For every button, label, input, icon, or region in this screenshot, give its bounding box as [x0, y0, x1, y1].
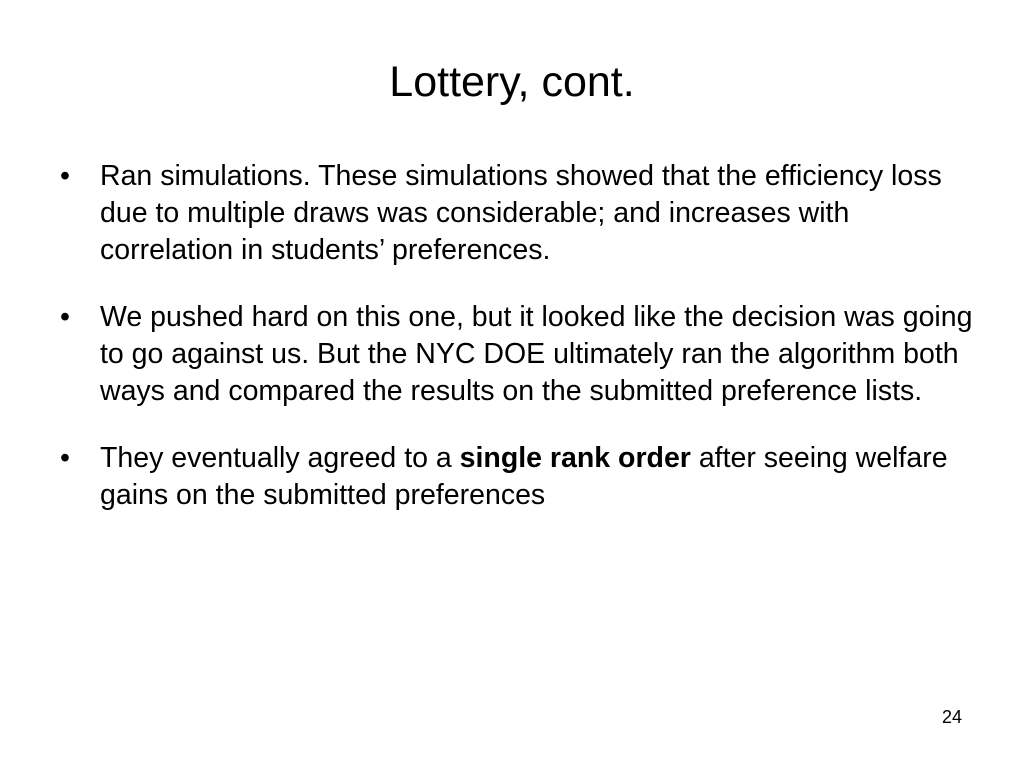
bullet-text-before: They eventually agreed to a [100, 442, 460, 474]
bullet-text-bold: single rank order [459, 442, 691, 474]
bullet-item-agreed [60, 440, 980, 514]
bullet-list [60, 158, 980, 514]
bullet-dot-icon: • [60, 442, 70, 474]
bullet-text: Ran simulations. These simulations showed that the efficiency loss due to multiple draws was considerable; and increases with correlation in students’ preferences. [100, 160, 942, 266]
bullet-item-pushed-hard [60, 299, 980, 410]
bullet-dot-icon: • [60, 160, 70, 192]
bullet-text: We pushed hard on this one, but it looked like the decision was going to go against us. But the NYC DOE ultimately ran the algorithm both ways and compared the results on the submitted preference lists. [100, 301, 973, 407]
bullet-dot-icon: • [60, 301, 70, 333]
bullet-text-after: after seeing welfare gains on the submitted preferences [100, 442, 948, 511]
slide-title: Lottery, cont. [389, 58, 635, 106]
page-number: 24 [941, 707, 962, 727]
bullet-item-simulations [60, 158, 980, 269]
